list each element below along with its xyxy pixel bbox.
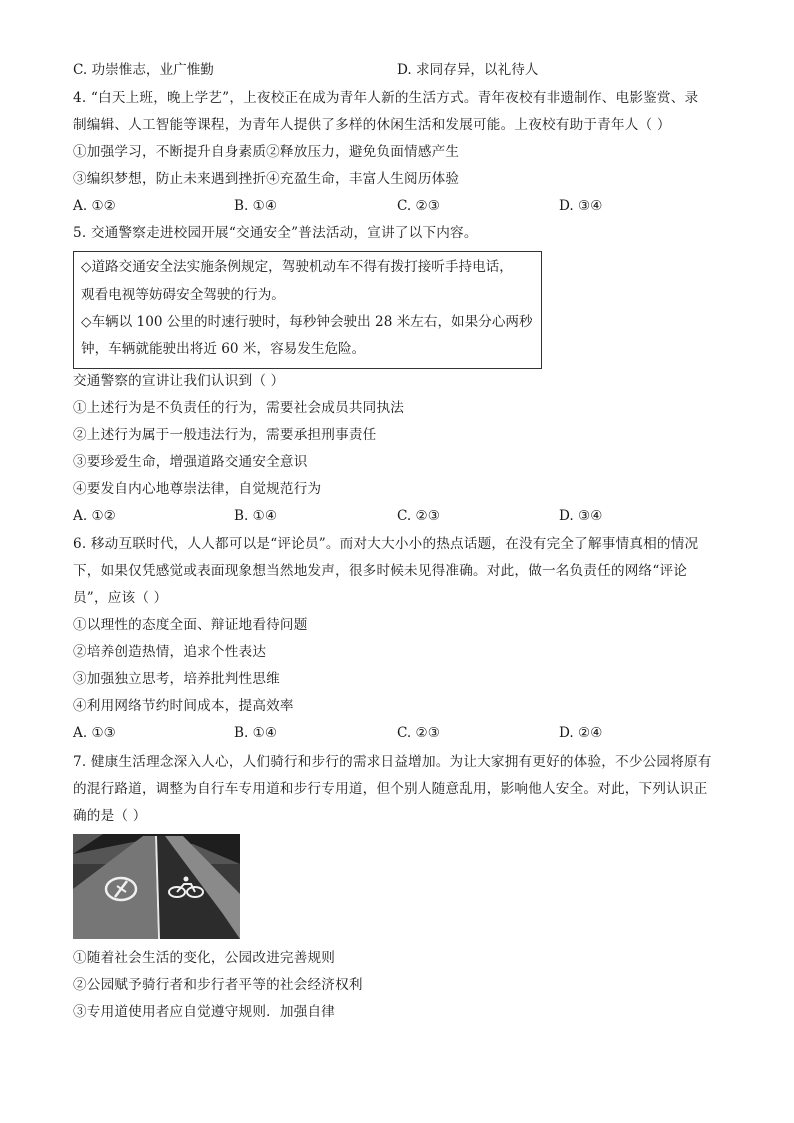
q6-stem-line-1: 6. 移动互联时代，人人都可以是“评论员”。而对大大小小的热点话题，在没有完全了解事情真相的情况: [73, 536, 699, 552]
q5-item-3: ③要珍爱生命，增强道路交通安全意识: [73, 454, 308, 470]
q4-option-d: D. ③④: [559, 198, 603, 214]
q6-item-1: ①以理性的态度全面、辩证地看待问题: [73, 617, 308, 633]
q4-stem-line-2: 制编辑、人工智能等课程，为青年人提供了多样的休闲生活和发展可能。上夜校有助于青年人（ ）: [73, 117, 671, 133]
q7-item-1: ①随着社会生活的变化，公园改进完善规则: [73, 950, 336, 966]
q7-stem-line-1: 7. 健康生活理念深入人心，人们骑行和步行的需求日益增加。为让大家拥有更好的体验，不少公园将原有: [73, 754, 712, 770]
q5-item-1: ①上述行为是不负责任的行为，需要社会成员共同执法: [73, 400, 405, 416]
q4-stem-line-1: 4. “白天上班，晚上学艺”，上夜校正在成为青年人新的生活方式。青年夜校有非遗制作、电影鉴赏、录: [73, 90, 699, 106]
q7-item-2: ②公园赋予骑行者和步行者平等的社会经济权利: [73, 977, 363, 993]
q5-option-c: C. ②③: [397, 508, 440, 524]
q6-stem-line-2: 下，如果仅凭感觉或表面现象想当然地发声，很多时候未见得准确。对此，做一名负责任的网络“评论: [73, 563, 688, 579]
q7-stem-line-3: 确的是（ ）: [73, 808, 147, 824]
q5-material-box: [73, 251, 542, 369]
q6-stem-line-3: 员”，应该（ ）: [73, 590, 168, 606]
q5-item-2: ②上述行为属于一般违法行为，需要承担刑事责任: [73, 427, 377, 443]
q5-question: 交通警察的宣讲让我们认识到（ ）: [73, 373, 285, 389]
q5-option-d: D. ③④: [559, 508, 603, 524]
q6-option-a: A. ①③: [73, 725, 116, 741]
q7-item-3: ③专用道使用者应自觉遵守规则．加强自律: [73, 1004, 336, 1020]
q4-item-line-1: ①加强学习，不断提升自身素质②释放压力，避免负面情感产生: [73, 144, 460, 160]
q4-option-b: B. ①④: [234, 198, 278, 214]
q5-box-line-1: ◇道路交通安全法实施条例规定，驾驶机动车不得有拨打接听手持电话，: [81, 259, 513, 275]
q5-stem: 5. 交通警察走进校园开展“交通安全”普法活动，宣讲了以下内容。: [73, 225, 478, 241]
q6-item-2: ②培养创造热情，追求个性表达: [73, 644, 267, 660]
q6-option-c: C. ②③: [397, 725, 440, 741]
q4-item-line-2: ③编织梦想，防止未来遇到挫折④充盈生命，丰富人生阅历体验: [73, 171, 460, 187]
q6-item-4: ④利用网络节约时间成本，提高效率: [73, 698, 294, 714]
q4-option-a: A. ①②: [73, 198, 116, 214]
q5-box-line-3: ◇车辆以 100 公里的时速行驶时，每秒钟会驶出 28 米左右，如果分心两秒: [81, 314, 533, 330]
q6-option-b: B. ①④: [234, 725, 278, 741]
q5-box-line-2: 观看电视等妨碍安全驾驶的行为。: [81, 287, 285, 303]
q7-stem-line-2: 的混行路道，调整为自行车专用道和步行专用道，但个别人随意乱用，影响他人安全。对此，下列认识正: [73, 781, 708, 797]
q5-item-4: ④要发自内心地尊崇法律，自觉规范行为: [73, 481, 322, 497]
q3-option-d: D. 求同存异，以礼待人: [397, 62, 539, 78]
q6-item-3: ③加强独立思考，培养批判性思维: [73, 671, 280, 687]
q6-option-d: D. ②④: [559, 725, 603, 741]
bike-lane-photo: [73, 834, 240, 939]
q3-option-c: C. 功崇惟志，业广惟勤: [73, 62, 214, 78]
q4-option-c: C. ②③: [397, 198, 440, 214]
q5-option-a: A. ①②: [73, 508, 116, 524]
q5-option-b: B. ①④: [234, 508, 278, 524]
q5-box-line-4: 钟，车辆就能驶出将近 60 米，容易发生危险。: [81, 341, 366, 357]
